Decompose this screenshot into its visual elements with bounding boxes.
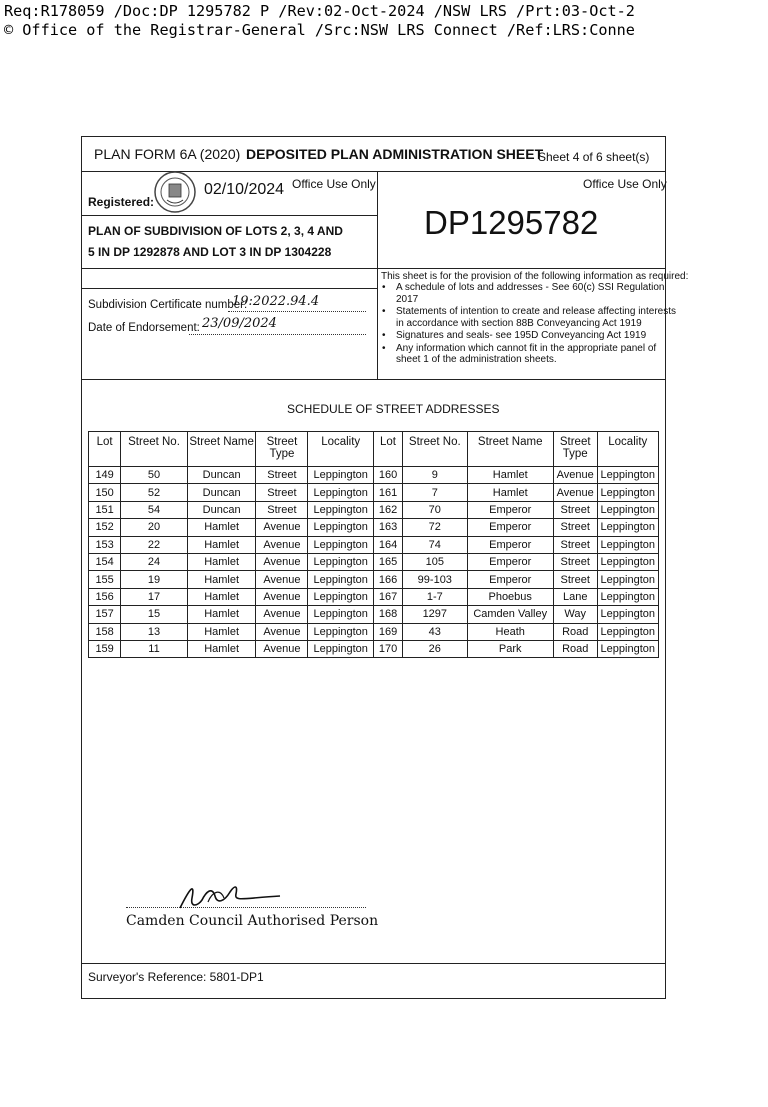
- table-cell: Leppington: [597, 519, 658, 536]
- plan-form-label: PLAN FORM 6A (2020): [94, 146, 241, 162]
- header-line-2: © Office of the Registrar-General /Src:NSW LRS Connect /Ref:LRS:Conne: [4, 21, 635, 39]
- table-cell: 157: [89, 606, 121, 623]
- table-cell: Duncan: [187, 484, 256, 501]
- table-header-row: [89, 432, 659, 467]
- table-cell: Leppington: [597, 467, 658, 484]
- table-row: [89, 623, 659, 640]
- table-cell: 72: [403, 519, 467, 536]
- divider: [81, 963, 666, 964]
- table-cell: Camden Valley: [467, 606, 553, 623]
- table-cell: 24: [121, 553, 188, 570]
- table-cell: 70: [403, 501, 467, 518]
- table-cell: 152: [89, 519, 121, 536]
- endorsement-label: Date of Endorsement:: [88, 322, 200, 334]
- column-header: Locality: [597, 432, 658, 467]
- table-cell: Leppington: [308, 467, 374, 484]
- info-item: • A schedule of lots and addresses - See 60(c) SSI Regulation 2017: [396, 282, 676, 305]
- table-cell: Avenue: [256, 536, 308, 553]
- table-cell: Hamlet: [187, 571, 256, 588]
- table-cell: Leppington: [597, 623, 658, 640]
- table-cell: Hamlet: [187, 606, 256, 623]
- table-cell: Leppington: [597, 606, 658, 623]
- column-header: Street Name: [187, 432, 256, 467]
- info-list: [380, 282, 676, 367]
- office-use-left: Office Use Only: [292, 177, 376, 191]
- table-row: [89, 519, 659, 536]
- table-cell: 52: [121, 484, 188, 501]
- info-intro: This sheet is for the provision of the following information as required:: [381, 271, 689, 282]
- table-row: [89, 536, 659, 553]
- table-cell: Leppington: [308, 623, 374, 640]
- table-row: [89, 606, 659, 623]
- table-cell: Leppington: [308, 536, 374, 553]
- info-item: • Signatures and seals- see 195D Conveyancing Act 1919: [396, 330, 676, 342]
- table-body: [89, 467, 659, 658]
- table-cell: Avenue: [553, 484, 597, 501]
- divider: [377, 171, 378, 379]
- registered-date: 02/10/2024: [204, 181, 285, 198]
- table-row: [89, 553, 659, 570]
- table-cell: Leppington: [597, 484, 658, 501]
- table-cell: Emperor: [467, 536, 553, 553]
- table-cell: Leppington: [597, 640, 658, 657]
- schedule-table: [88, 431, 659, 658]
- table-cell: 54: [121, 501, 188, 518]
- table-cell: 165: [373, 553, 402, 570]
- table-cell: Street: [256, 501, 308, 518]
- table-cell: 1297: [403, 606, 467, 623]
- table-cell: Leppington: [308, 640, 374, 657]
- header-line-1: Req:R178059 /Doc:DP 1295782 P /Rev:02-Oct-2024 /NSW LRS /Prt:03-Oct-2: [4, 2, 635, 20]
- table-cell: Emperor: [467, 501, 553, 518]
- table-cell: 105: [403, 553, 467, 570]
- table-cell: 150: [89, 484, 121, 501]
- subdivision-label: Subdivision Certificate number:: [88, 299, 248, 311]
- table-cell: 26: [403, 640, 467, 657]
- table-cell: 167: [373, 588, 402, 605]
- column-header: Street Type: [256, 432, 308, 467]
- table-cell: Avenue: [256, 571, 308, 588]
- table-cell: Avenue: [256, 606, 308, 623]
- table-cell: Duncan: [187, 467, 256, 484]
- table-cell: Street: [553, 501, 597, 518]
- table-cell: Emperor: [467, 519, 553, 536]
- table-cell: Leppington: [597, 588, 658, 605]
- signature: [120, 878, 370, 918]
- table-cell: Emperor: [467, 553, 553, 570]
- table-cell: Street: [553, 536, 597, 553]
- table-cell: Hamlet: [187, 588, 256, 605]
- table-cell: Hamlet: [187, 623, 256, 640]
- info-item: • Statements of intention to create and release affecting interests in accordance with section 88B Conveyancing Act 1919: [396, 306, 676, 329]
- table-cell: Park: [467, 640, 553, 657]
- table-cell: Street: [553, 553, 597, 570]
- table-cell: 9: [403, 467, 467, 484]
- surveyor-reference: Surveyor's Reference: 5801-DP1: [88, 970, 264, 984]
- table-cell: 13: [121, 623, 188, 640]
- table-cell: 170: [373, 640, 402, 657]
- endorsement-value: 23/09/2024: [202, 316, 277, 331]
- table-cell: 166: [373, 571, 402, 588]
- table-cell: 168: [373, 606, 402, 623]
- table-cell: Leppington: [308, 606, 374, 623]
- table-cell: 156: [89, 588, 121, 605]
- table-cell: Hamlet: [467, 484, 553, 501]
- table-cell: 43: [403, 623, 467, 640]
- table-cell: Leppington: [308, 588, 374, 605]
- table-cell: 20: [121, 519, 188, 536]
- table-cell: 160: [373, 467, 402, 484]
- table-cell: 22: [121, 536, 188, 553]
- table-cell: 17: [121, 588, 188, 605]
- table-cell: 19: [121, 571, 188, 588]
- divider: [81, 268, 377, 269]
- table-cell: Hamlet: [187, 519, 256, 536]
- table-cell: 162: [373, 501, 402, 518]
- table-cell: 74: [403, 536, 467, 553]
- table-cell: Leppington: [308, 484, 374, 501]
- table-cell: 50: [121, 467, 188, 484]
- table-cell: 164: [373, 536, 402, 553]
- table-cell: Street: [553, 571, 597, 588]
- table-cell: 99-103: [403, 571, 467, 588]
- table-cell: Leppington: [308, 553, 374, 570]
- table-cell: Leppington: [597, 536, 658, 553]
- table-cell: Street: [256, 467, 308, 484]
- table-cell: 163: [373, 519, 402, 536]
- plan-of-line-1: PLAN OF SUBDIVISION OF LOTS 2, 3, 4 AND: [88, 224, 343, 238]
- column-header: Street No.: [403, 432, 467, 467]
- table-cell: 161: [373, 484, 402, 501]
- dp-number: DP1295782: [424, 204, 599, 241]
- table-cell: 11: [121, 640, 188, 657]
- table-cell: 169: [373, 623, 402, 640]
- table-row: [89, 588, 659, 605]
- table-cell: Leppington: [597, 501, 658, 518]
- table-cell: 153: [89, 536, 121, 553]
- signatory-label: Camden Council Authorised Person: [126, 913, 379, 929]
- divider: [81, 288, 377, 289]
- signature-line: [126, 907, 366, 908]
- table-cell: Hamlet: [187, 553, 256, 570]
- table-cell: Emperor: [467, 571, 553, 588]
- column-header: Lot: [89, 432, 121, 467]
- registrar-seal: [153, 170, 197, 214]
- table-cell: Avenue: [256, 553, 308, 570]
- table-cell: Road: [553, 640, 597, 657]
- table-cell: Avenue: [256, 588, 308, 605]
- table-row: [89, 467, 659, 484]
- table-row: [89, 484, 659, 501]
- table-row: [89, 640, 659, 657]
- table-cell: 149: [89, 467, 121, 484]
- table-row: [89, 571, 659, 588]
- table-cell: Avenue: [256, 519, 308, 536]
- table-cell: Hamlet: [187, 536, 256, 553]
- table-row: [89, 501, 659, 518]
- subdivision-value: 19:2022.94.4: [232, 294, 320, 309]
- table-cell: Street: [256, 484, 308, 501]
- divider: [81, 215, 377, 216]
- divider: [377, 268, 666, 269]
- table-cell: Duncan: [187, 501, 256, 518]
- table-cell: Avenue: [553, 467, 597, 484]
- table-cell: Phoebus: [467, 588, 553, 605]
- table-cell: Heath: [467, 623, 553, 640]
- divider: [81, 379, 666, 380]
- schedule-title: SCHEDULE OF STREET ADDRESSES: [287, 402, 500, 416]
- table-cell: Leppington: [597, 571, 658, 588]
- table-cell: 15: [121, 606, 188, 623]
- table-cell: 1-7: [403, 588, 467, 605]
- table-cell: 151: [89, 501, 121, 518]
- office-use-right: Office Use Only: [583, 177, 667, 191]
- table-cell: Leppington: [308, 519, 374, 536]
- table-cell: 158: [89, 623, 121, 640]
- table-cell: Leppington: [597, 553, 658, 570]
- column-header: Street Type: [553, 432, 597, 467]
- column-header: Lot: [373, 432, 402, 467]
- column-header: Locality: [308, 432, 374, 467]
- column-header: Street No.: [121, 432, 188, 467]
- table-cell: Hamlet: [187, 640, 256, 657]
- dotted-line: [189, 334, 366, 335]
- form-title: DEPOSITED PLAN ADMINISTRATION SHEET: [246, 146, 544, 162]
- table-cell: Way: [553, 606, 597, 623]
- table-cell: 7: [403, 484, 467, 501]
- dotted-line: [228, 311, 366, 312]
- info-item: • Any information which cannot fit in the appropriate panel of sheet 1 of the administration sheets.: [396, 343, 676, 366]
- table-cell: 159: [89, 640, 121, 657]
- registered-label: Registered:: [88, 195, 155, 209]
- table-cell: 154: [89, 553, 121, 570]
- table-cell: Hamlet: [467, 467, 553, 484]
- table-cell: Leppington: [308, 501, 374, 518]
- table-cell: Avenue: [256, 623, 308, 640]
- table-cell: 155: [89, 571, 121, 588]
- table-cell: Street: [553, 519, 597, 536]
- column-header: Street Name: [467, 432, 553, 467]
- table-cell: Avenue: [256, 640, 308, 657]
- sheet-number: Sheet 4 of 6 sheet(s): [538, 150, 650, 164]
- table-cell: Leppington: [308, 571, 374, 588]
- plan-of-line-2: 5 IN DP 1292878 AND LOT 3 IN DP 1304228: [88, 245, 332, 259]
- table-cell: Road: [553, 623, 597, 640]
- table-cell: Lane: [553, 588, 597, 605]
